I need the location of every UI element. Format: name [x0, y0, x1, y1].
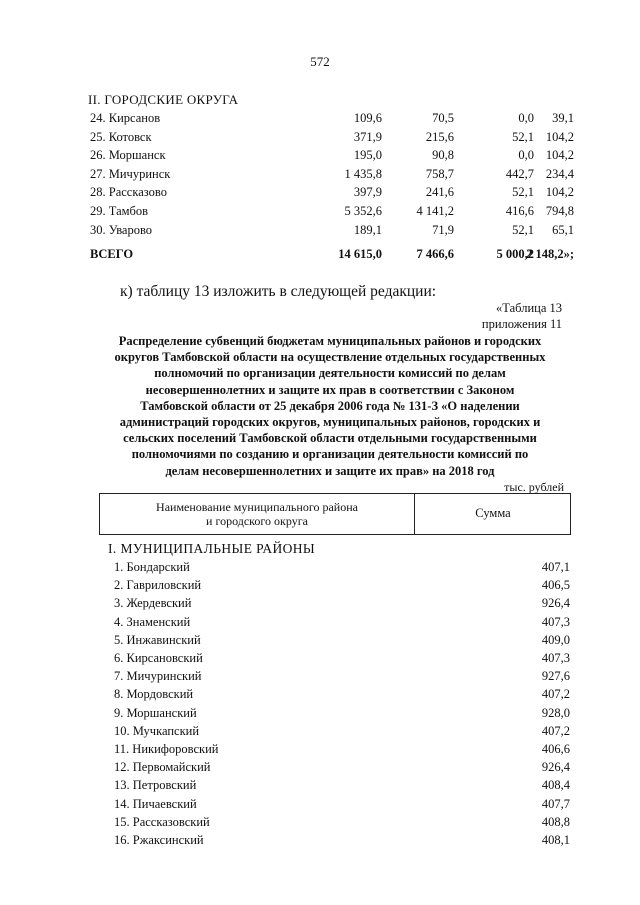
- row-sum: 926,4: [541, 596, 570, 611]
- header-name-line2: и городского округа: [206, 514, 308, 528]
- row-value-v4: 794,8: [545, 204, 574, 218]
- row-name: 5. Инжавинский: [114, 632, 201, 647]
- row-value-v1: 397,9: [353, 185, 382, 200]
- table-row: [114, 651, 570, 669]
- row-value-v3: 52,1: [512, 222, 534, 237]
- row-value-v1: 1 435,8: [344, 166, 382, 181]
- row-name: 16. Ржаксинский: [114, 833, 204, 847]
- table-title-line: сельских поселений Тамбовской области отдельными государственными: [123, 431, 537, 446]
- row-name: 30. Уварово: [90, 222, 153, 237]
- row-name: 11. Никифоровский: [114, 742, 219, 756]
- table-row: [114, 669, 570, 687]
- table-caption: [482, 300, 562, 332]
- table-row: [90, 222, 574, 241]
- row-value-v2: 71,9: [432, 222, 454, 237]
- table-title-line: полномочиями по созданию и организации деятельности комиссий по: [131, 447, 529, 462]
- row-sum: 407,2: [541, 687, 570, 702]
- row-sum: 927,6: [541, 669, 570, 684]
- row-value-v1: 189,1: [353, 222, 382, 237]
- section-title-municipal-districts: I. МУНИЦИПАЛЬНЫЕ РАЙОНЫ: [108, 541, 316, 556]
- table-title-line: Тамбовской области от 25 декабря 2006 года № 131-З «О наделении: [140, 398, 520, 413]
- table-total-row: [90, 247, 574, 265]
- row-sum: 926,4: [541, 760, 570, 775]
- table-row: [114, 560, 570, 578]
- table-title-line: несовершеннолетних и защите их прав в соответствии с Законом: [145, 382, 515, 397]
- table-row: [90, 166, 574, 185]
- table-row: [90, 204, 574, 222]
- row-name: 29. Тамбов: [90, 204, 149, 218]
- table-row: [114, 687, 570, 705]
- row-sum: 407,1: [541, 560, 570, 574]
- row-name: 26. Моршанск: [90, 148, 166, 163]
- row-sum: 928,0: [541, 705, 570, 720]
- page-number: 572: [310, 54, 330, 69]
- unit-label: тыс. рублей: [504, 480, 564, 494]
- table-row: [114, 633, 570, 651]
- row-name: 24. Кирсанов: [90, 111, 161, 125]
- row-name: 10. Мучкапский: [114, 723, 200, 738]
- row-value-v4: 234,4: [545, 166, 574, 181]
- header-sum-column: Сумма: [475, 506, 511, 520]
- row-name: 3. Жердевский: [114, 596, 192, 611]
- table-title-line: полномочий по организации деятельности комиссий по делам: [154, 366, 506, 381]
- row-value-v1: 195,0: [353, 148, 382, 163]
- row-value-v3: 0,0: [518, 111, 534, 125]
- section-title-city-districts: II. ГОРОДСКИЕ ОКРУГА: [88, 92, 239, 107]
- table-title-line: Распределение субвенций бюджетам муниципальных районов и городских: [118, 334, 542, 348]
- table-row: [114, 615, 570, 633]
- row-value-v2: 90,8: [432, 148, 454, 163]
- table-row: [114, 778, 570, 796]
- row-name: 25. Котовск: [90, 129, 152, 144]
- row-value-v4: 104,2: [545, 185, 574, 200]
- row-value-v3: 442,7: [505, 166, 534, 181]
- row-sum: 407,3: [541, 651, 570, 665]
- total-label: ВСЕГО: [90, 247, 134, 262]
- total-value-v3: 5 000,2: [496, 247, 534, 262]
- row-value-v3: 52,1: [512, 185, 534, 200]
- row-sum: 407,2: [541, 723, 570, 738]
- row-value-v2: 215,6: [425, 129, 454, 144]
- table-title-line: делам несовершеннолетних и защите их прав» на 2018 год: [165, 463, 495, 478]
- row-name: 13. Петровский: [114, 778, 197, 793]
- table-row: [114, 815, 570, 833]
- row-sum: 406,6: [541, 742, 570, 756]
- table-title-line: округов Тамбовской области на осуществление отдельных государственных: [114, 350, 546, 365]
- table-row: [90, 129, 574, 148]
- table-title-line: администраций городских округов, муниципальных районов, городских и: [119, 415, 541, 430]
- table-row: [114, 742, 570, 760]
- row-name: 1. Бондарский: [114, 560, 190, 574]
- row-name: 8. Мордовский: [114, 687, 194, 702]
- row-value-v3: 52,1: [512, 129, 534, 144]
- row-name: 7. Мичуринский: [114, 669, 202, 684]
- table-row: [90, 185, 574, 203]
- row-value-v2: 758,7: [425, 166, 454, 181]
- row-name: 9. Моршанский: [114, 705, 197, 720]
- row-sum: 408,1: [541, 833, 570, 847]
- row-sum: 406,5: [541, 578, 570, 593]
- row-name: 4. Знаменский: [114, 614, 191, 629]
- table-caption-line1: «Таблица 13: [496, 301, 562, 315]
- row-value-v1: 109,6: [353, 111, 382, 125]
- table-row: [114, 797, 570, 815]
- row-value-v4: 39,1: [552, 111, 574, 125]
- row-name: 12. Первомайский: [114, 760, 211, 775]
- row-value-v2: 241,6: [425, 185, 454, 200]
- row-sum: 407,3: [541, 614, 570, 629]
- row-value-v3: 416,6: [505, 204, 534, 218]
- table-row: [114, 578, 570, 596]
- table-caption-line2: приложения 11: [481, 317, 562, 331]
- table-row: [90, 148, 574, 166]
- row-sum: 408,8: [541, 814, 570, 829]
- table-row: [114, 760, 570, 778]
- table-row: [90, 111, 574, 129]
- table-row: [114, 706, 570, 724]
- row-value-v1: 5 352,6: [344, 204, 382, 218]
- row-sum: 408,4: [541, 778, 570, 793]
- row-value-v2: 4 141,2: [416, 204, 454, 218]
- row-name: 27. Мичуринск: [90, 166, 171, 181]
- row-sum: 407,7: [541, 796, 570, 811]
- total-value-v4: 2 148,2»;: [526, 247, 574, 262]
- header-name-line1: Наименование муниципального района: [156, 500, 358, 514]
- amendment-text: к) таблицу 13 изложить в следующей редакции:: [120, 283, 437, 300]
- row-name: 6. Кирсановский: [114, 651, 203, 665]
- total-value-v2: 7 466,6: [416, 247, 454, 262]
- row-sum: 409,0: [541, 632, 570, 647]
- row-name: 28. Рассказово: [90, 185, 167, 200]
- row-value-v3: 0,0: [518, 148, 534, 163]
- row-value-v4: 104,2: [545, 148, 574, 163]
- table-header: [99, 493, 571, 535]
- row-name: 15. Рассказовский: [114, 814, 210, 829]
- table-row: [114, 724, 570, 742]
- row-value-v4: 104,2: [545, 129, 574, 144]
- row-value-v2: 70,5: [432, 111, 454, 125]
- row-value-v4: 65,1: [552, 222, 574, 237]
- table-row: [114, 833, 570, 851]
- row-name: 14. Пичаевский: [114, 796, 197, 811]
- row-value-v1: 371,9: [353, 129, 382, 144]
- table-row: [114, 596, 570, 614]
- total-value-v1: 14 615,0: [338, 247, 382, 262]
- row-name: 2. Гавриловский: [114, 578, 202, 593]
- header-name-column: [100, 500, 414, 528]
- table-title: [90, 333, 570, 479]
